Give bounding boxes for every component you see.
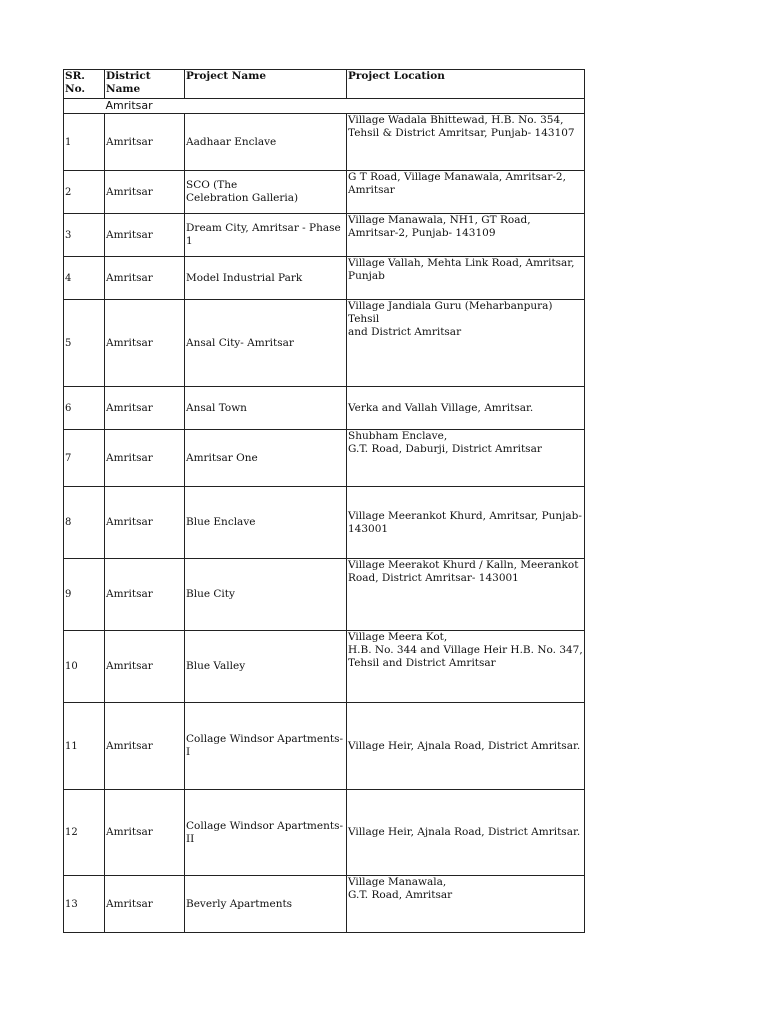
- cell-sr: 3: [64, 214, 105, 257]
- cell-project-name: Aadhaar Enclave: [185, 114, 347, 171]
- cell-project-name: Blue Valley: [185, 631, 347, 703]
- cell-project-name: Blue Enclave: [185, 487, 347, 559]
- cell-sr: 1: [64, 114, 105, 171]
- cell-project-location: Village Heir, Ajnala Road, District Amritsar.: [347, 790, 585, 876]
- header-district: District Name: [105, 70, 185, 99]
- table-row: [64, 790, 585, 876]
- cell-project-name: Model Industrial Park: [185, 257, 347, 300]
- table-row: [64, 430, 585, 487]
- cell-project-name: Dream City, Amritsar - Phase 1: [185, 214, 347, 257]
- cell-project-location: G T Road, Village Manawala, Amritsar-2, Amritsar: [347, 171, 585, 214]
- cell-district: Amritsar: [105, 257, 185, 300]
- cell-district: Amritsar: [105, 559, 185, 631]
- table-row: [64, 631, 585, 703]
- cell-project-name: Ansal City- Amritsar: [185, 300, 347, 387]
- table-row: [64, 876, 585, 933]
- cell-sr: 7: [64, 430, 105, 487]
- table-row: [64, 257, 585, 300]
- cell-project-location: Village Jandiala Guru (Meharbanpura) Tehsil and District Amritsar: [347, 300, 585, 387]
- cell-project-location: Verka and Vallah Village, Amritsar.: [347, 387, 585, 430]
- table-header-row: [64, 70, 585, 99]
- table-row: [64, 559, 585, 631]
- cell-project-name: Beverly Apartments: [185, 876, 347, 933]
- cell-sr: 12: [64, 790, 105, 876]
- cell-district: Amritsar: [105, 631, 185, 703]
- group-blank-cell: [347, 99, 585, 114]
- cell-project-location: Village Heir, Ajnala Road, District Amritsar.: [347, 703, 585, 790]
- group-label: Amritsar: [105, 99, 185, 114]
- table-row: [64, 387, 585, 430]
- cell-project-location: Village Vallah, Mehta Link Road, Amritsar, Punjab: [347, 257, 585, 300]
- group-row: [64, 99, 585, 114]
- cell-sr: 4: [64, 257, 105, 300]
- cell-project-name: SCO (The Celebration Galleria): [185, 171, 347, 214]
- cell-project-location: Village Meera Kot, H.B. No. 344 and Village Heir H.B. No. 347, Tehsil and District Amritsar: [347, 631, 585, 703]
- cell-project-name: Collage Windsor Apartments- I: [185, 703, 347, 790]
- header-sr: SR. No.: [64, 70, 105, 99]
- cell-project-location: Village Meerakot Khurd / Kalln, Meerankot Road, District Amritsar- 143001: [347, 559, 585, 631]
- group-blank-cell: [64, 99, 105, 114]
- group-blank-cell: [185, 99, 347, 114]
- cell-district: Amritsar: [105, 430, 185, 487]
- cell-district: Amritsar: [105, 114, 185, 171]
- table-row: [64, 703, 585, 790]
- cell-project-name: Collage Windsor Apartments- II: [185, 790, 347, 876]
- cell-sr: 5: [64, 300, 105, 387]
- header-project-location: Project Location: [347, 70, 585, 99]
- table-row: [64, 171, 585, 214]
- table-row: [64, 300, 585, 387]
- cell-project-location: Village Wadala Bhittewad, H.B. No. 354, Tehsil & District Amritsar, Punjab- 143107: [347, 114, 585, 171]
- cell-district: Amritsar: [105, 300, 185, 387]
- table-row: [64, 114, 585, 171]
- cell-district: Amritsar: [105, 703, 185, 790]
- cell-district: Amritsar: [105, 171, 185, 214]
- cell-sr: 6: [64, 387, 105, 430]
- cell-project-location: Shubham Enclave, G.T. Road, Daburji, District Amritsar: [347, 430, 585, 487]
- cell-district: Amritsar: [105, 487, 185, 559]
- cell-district: Amritsar: [105, 214, 185, 257]
- cell-project-location: Village Meerankot Khurd, Amritsar, Punjab- 143001: [347, 487, 585, 559]
- cell-project-name: Blue City: [185, 559, 347, 631]
- cell-sr: 13: [64, 876, 105, 933]
- cell-project-location: Village Manawala, G.T. Road, Amritsar: [347, 876, 585, 933]
- cell-project-location: Village Manawala, NH1, GT Road, Amritsar-2, Punjab- 143109: [347, 214, 585, 257]
- cell-project-name: Ansal Town: [185, 387, 347, 430]
- cell-sr: 8: [64, 487, 105, 559]
- cell-sr: 2: [64, 171, 105, 214]
- projects-table: [63, 69, 585, 933]
- cell-district: Amritsar: [105, 387, 185, 430]
- header-project-name: Project Name: [185, 70, 347, 99]
- cell-district: Amritsar: [105, 876, 185, 933]
- table-row: [64, 487, 585, 559]
- cell-sr: 11: [64, 703, 105, 790]
- cell-sr: 10: [64, 631, 105, 703]
- cell-project-name: Amritsar One: [185, 430, 347, 487]
- cell-district: Amritsar: [105, 790, 185, 876]
- cell-sr: 9: [64, 559, 105, 631]
- table-row: [64, 214, 585, 257]
